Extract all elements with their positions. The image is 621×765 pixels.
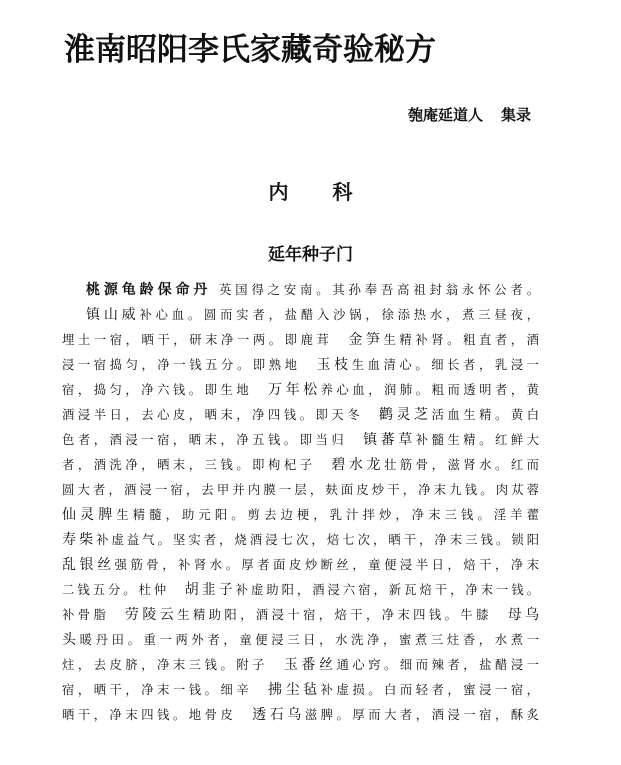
- text-line: [62, 453, 539, 478]
- herb-name: 寿柴: [62, 532, 97, 548]
- page-title: 淮南昭阳李氏家藏奇验秘方: [64, 32, 436, 68]
- herb-name: 透石乌: [252, 707, 305, 723]
- text-line: [62, 578, 539, 603]
- text-segment: 浸一宿捣匀，净一钱五分。即熟地: [62, 358, 317, 372]
- text-line: [62, 653, 539, 678]
- text-segment: 英国得之安南。其孙奉吾高祖封翁永怀公者。: [211, 283, 539, 297]
- text-line: [62, 703, 539, 728]
- herb-name: 仙灵脾: [62, 507, 117, 523]
- text-line: [62, 353, 539, 378]
- text-segment: 生精助阳，酒浸十宿，焙干，净末四钱。牛膝: [177, 608, 508, 622]
- text-line: [62, 503, 539, 528]
- herb-name: 万年松: [268, 382, 321, 398]
- herb-name: 碧水龙: [331, 457, 385, 473]
- herb-name: 玉番丝: [283, 657, 337, 673]
- text-segment: 二钱五分。杜仲: [62, 583, 185, 597]
- text-line: [62, 553, 539, 578]
- section-heading-part2: 科: [332, 180, 353, 204]
- text-segment: 圆大者，酒浸一宿，去甲并内膜一层，麸面皮炒干，净末九钱。肉苁蓉: [62, 483, 539, 497]
- text-segment: 通心窍。细而辣者，盐醋浸一: [336, 658, 539, 672]
- text-segment: 者，酒洗净，晒末，三钱。即枸杞子: [62, 458, 332, 472]
- herb-name: 母乌: [507, 607, 539, 623]
- text-segment: 滋脾。厚而大者，酒浸一宿，酥炙: [304, 708, 539, 722]
- body-text: [62, 278, 539, 728]
- text-line: [62, 378, 539, 403]
- text-segment: 酒浸半日，去心皮，晒末，净四钱。即天冬: [62, 408, 379, 422]
- compiler-credit: [408, 104, 531, 125]
- text-line: [62, 678, 539, 703]
- herb-name: 镇山威: [86, 307, 140, 323]
- text-segment: 补骨脂: [62, 608, 125, 622]
- herb-name: 拂尘毡: [268, 682, 321, 698]
- herb-name: 劳陵云: [124, 607, 178, 623]
- herb-name: 桃源龟龄保命丹: [86, 282, 212, 298]
- text-segment: 补心血。圆而实者，盐醋入沙锅，徐添热水，煮三昼夜，: [139, 308, 539, 322]
- text-line: [62, 278, 539, 303]
- text-segment: 生血清心。细长者，乳浸一: [351, 358, 539, 372]
- compiler-name: 匏庵延道人: [407, 106, 483, 124]
- text-segment: 强筋骨，补肾水。厚者面皮炒断丝，童便浸半日，焙干，净末: [114, 558, 539, 572]
- text-line: [62, 603, 539, 628]
- text-segment: 宿，晒干，净末一钱。细辛: [62, 683, 269, 697]
- text-segment: 活血生精。黄白: [431, 408, 539, 422]
- subsection-heading: 延年种子门: [268, 245, 353, 265]
- text-segment: 宿，捣匀，净六钱。即生地: [62, 383, 269, 397]
- herb-name: 镇蕃草: [363, 432, 416, 448]
- text-segment: 补髓生精。红鲜大: [415, 433, 539, 447]
- text-line: [62, 628, 539, 653]
- text-segment: 炷，去皮脐，净末三钱。附子: [62, 658, 284, 672]
- compiler-role: 集录: [500, 106, 531, 124]
- text-line: [62, 303, 539, 328]
- text-segment: 养心血，润肺。粗而透明者，黄: [320, 383, 539, 397]
- text-line: [62, 528, 539, 553]
- text-segment: 补虚助阳，酒浸六宿，新瓦焙干，净末一钱。: [235, 583, 539, 597]
- text-line: [62, 403, 539, 428]
- text-line: [62, 428, 539, 453]
- text-segment: 埋土一宿，晒干，研末净一两。即鹿茸: [62, 333, 349, 347]
- text-segment: 壮筋骨，滋肾水。红而: [384, 458, 539, 472]
- herb-name: 乱银丝: [62, 557, 115, 573]
- herb-name: 玉枝: [316, 357, 352, 373]
- section-heading: [0, 176, 621, 205]
- text-line: [62, 478, 539, 503]
- herb-name: 金笋: [348, 332, 384, 348]
- text-segment: 生精补肾。粗直者，酒: [383, 333, 539, 347]
- text-segment: 晒干，净末四钱。地骨皮: [62, 708, 253, 722]
- herb-name: 鹳灵芝: [378, 407, 432, 423]
- text-line: [62, 328, 539, 353]
- text-segment: 色者，酒浸一宿，晒末，净五钱。即当归: [62, 433, 364, 447]
- herb-name: 头: [62, 632, 80, 648]
- section-heading-part1: 内: [268, 180, 289, 204]
- text-segment: 生精髓，助元阳。剪去边梗，乳汁拌炒，净末三钱。淫羊藿: [116, 508, 539, 522]
- text-segment: 补虚益气。坚实者，烧酒浸七次，焙七次，晒干，净末三钱。锁阳: [96, 533, 539, 547]
- text-segment: 暖丹田。重一两外者，童便浸三日，水洗净，蜜煮三炷香，水煮一: [79, 633, 539, 647]
- herb-name: 胡韭子: [184, 582, 236, 598]
- text-segment: 补虚损。白而轻者，蜜浸一宿，: [320, 683, 539, 697]
